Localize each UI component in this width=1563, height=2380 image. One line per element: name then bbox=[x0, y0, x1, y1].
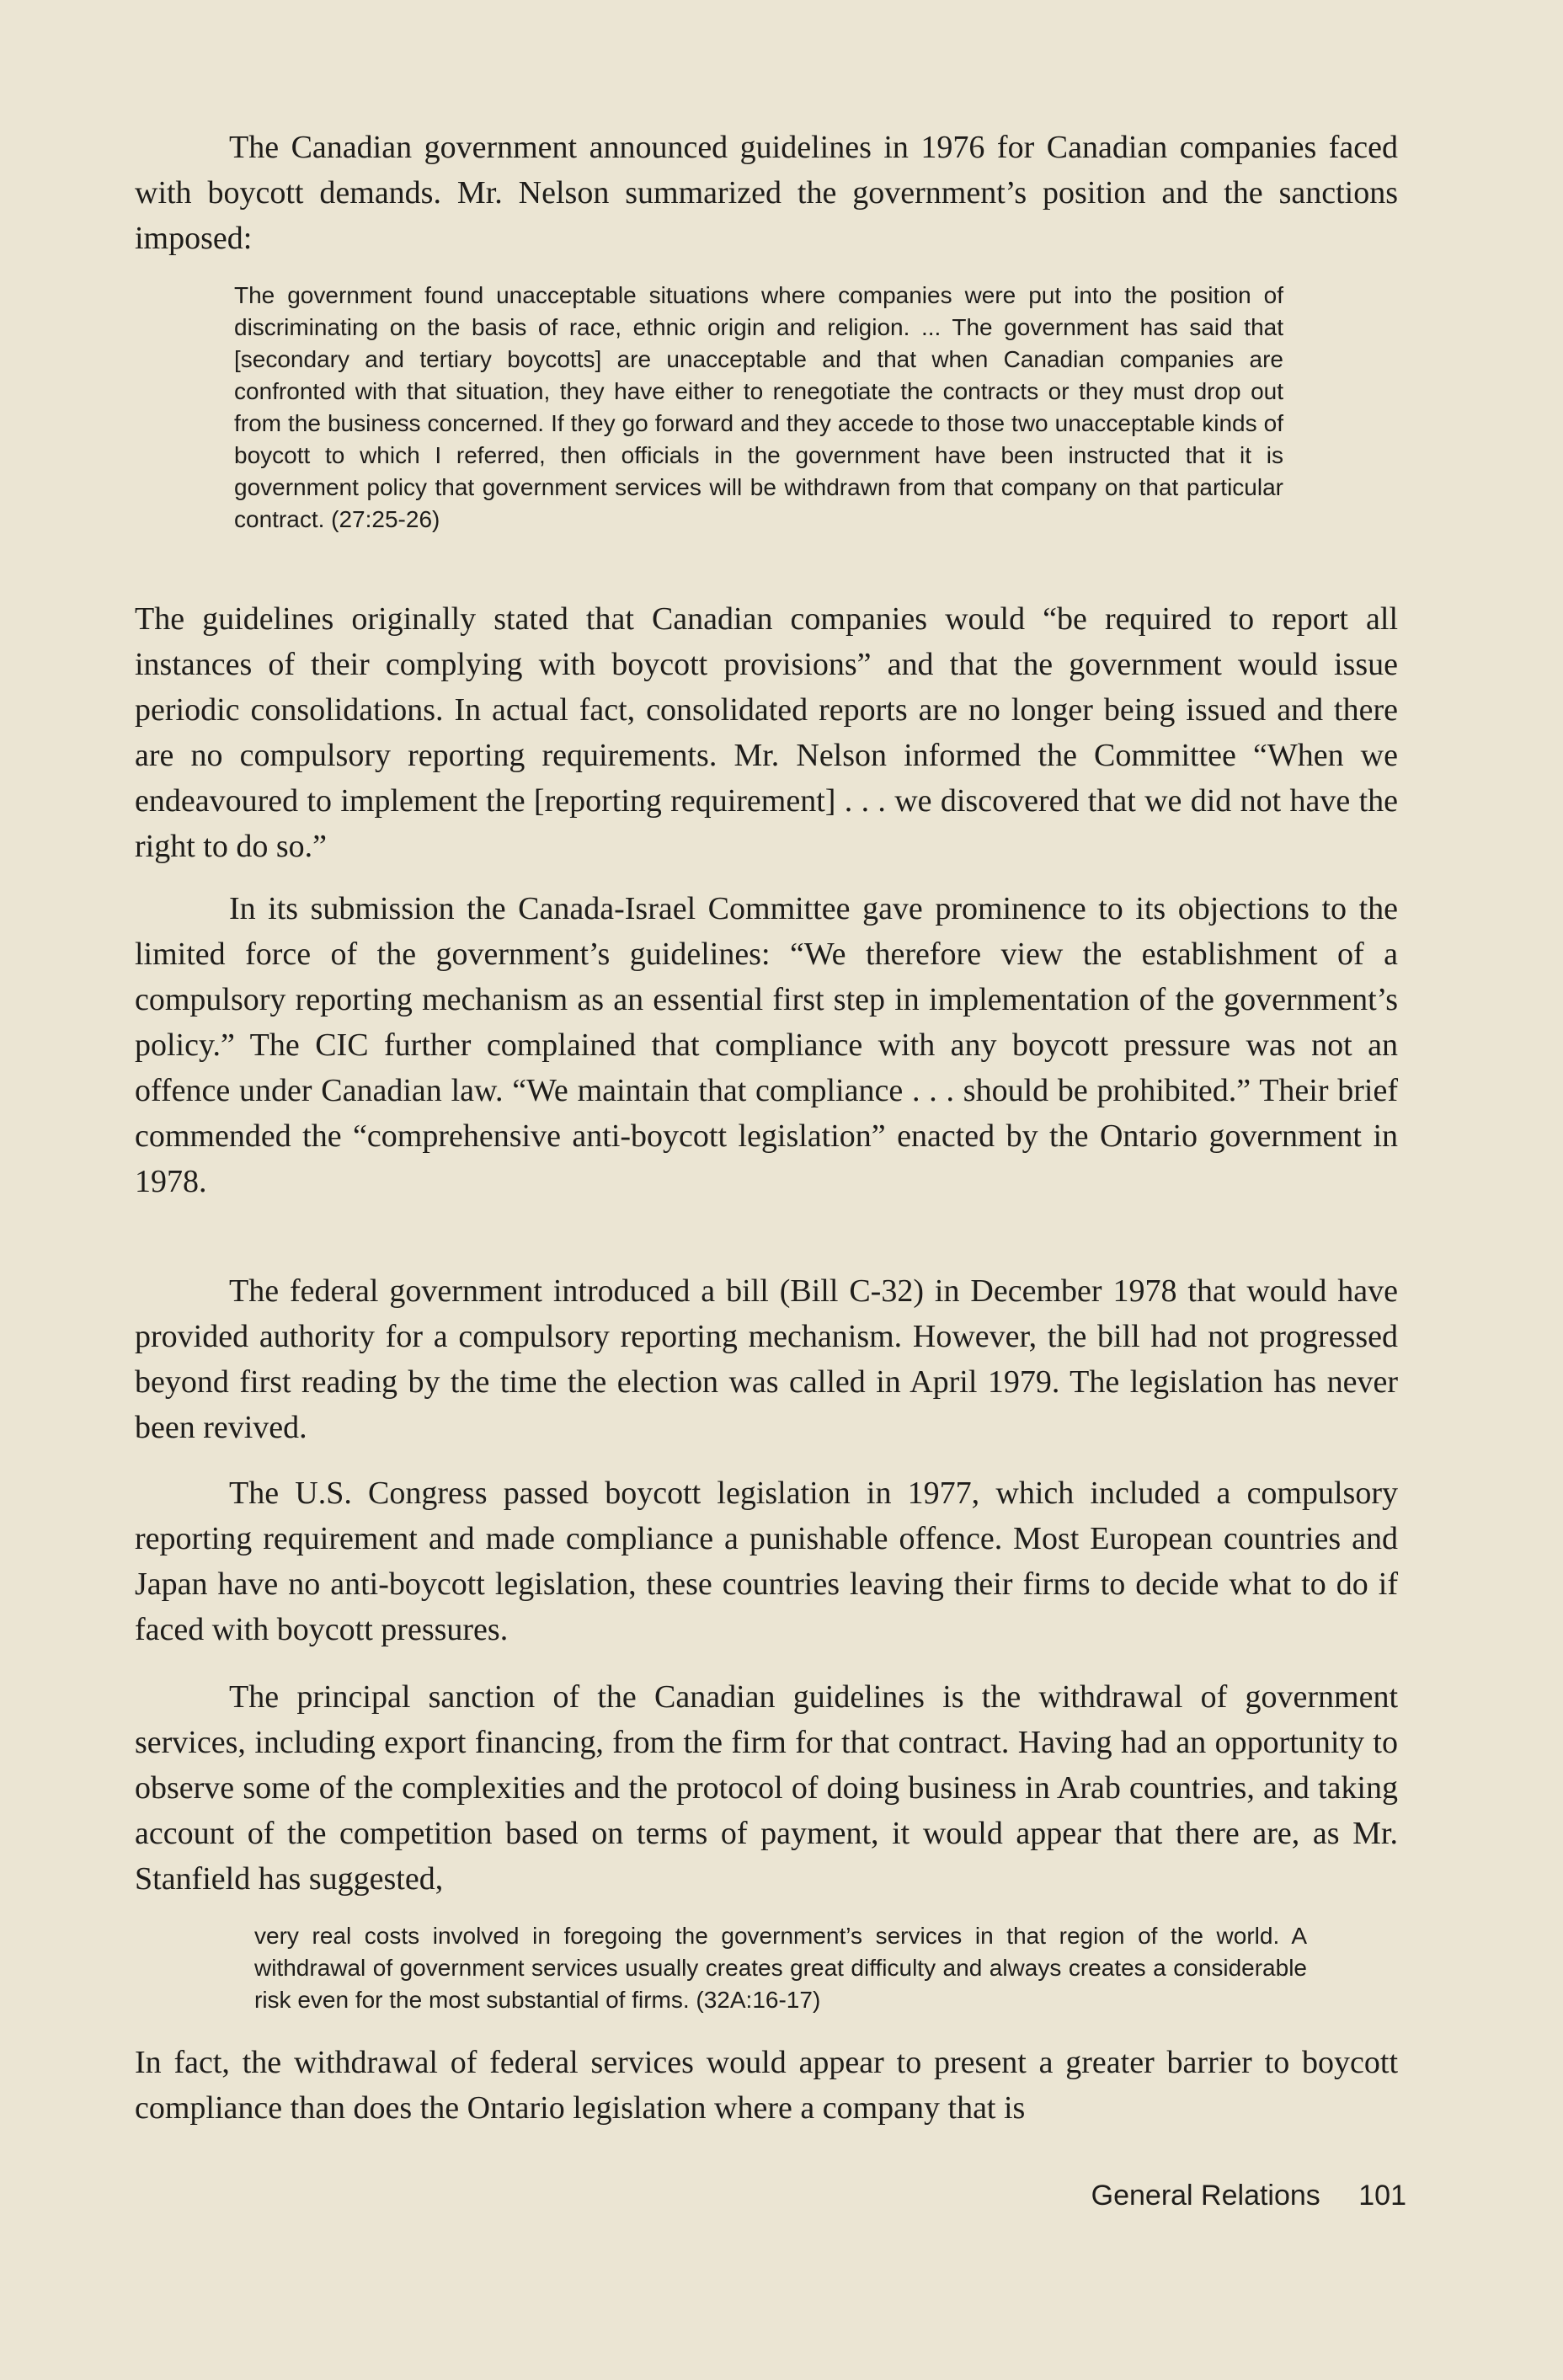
block-quote-stanfield: very real costs involved in foregoing the government’s services in that region of the world. A withdrawal of government services usually creates great difficulty and always creates a considerable risk even for the most substantial of firms. (32A:16-17) bbox=[254, 1923, 1307, 2013]
block-quote-nelson: The government found unacceptable situations where companies were put into the position of discriminating on the basis of race, ethnic origin and religion. ... The government has said that [secondary and tertiary boycotts] are unacceptable and that when Canadian companies are confronted with that situation, they have either to renegotiate the contracts or they must drop out from the business concerned. If they go forward and they accede to those two unacceptable kinds of boycott to which I referred, then officials in the government have been instructed that it is government policy that government services will be withdrawn from that company on that particular contract. (27:25-26) bbox=[234, 282, 1283, 532]
page-number: 101 bbox=[1358, 2180, 1406, 2212]
footer-section-title: General Relations bbox=[1091, 2180, 1320, 2212]
paragraph-principal-sanction: The principal sanction of the Canadian guidelines is the withdrawal of government services, including export financing, from the firm for that contract. Having had an opportunity to observe some of the complexities and the protocol of doing business in Arab countries, and taking account of the competition based on terms of payment, it would appear that there are, as Mr. Stanfield has suggested, bbox=[135, 1679, 1398, 1897]
paragraph-cic-submission: In its submission the Canada-Israel Committee gave prominence to its objections to the limited force of the government’s guidelines: “We therefore view the establishment of a compulsory reporting mechanism as an essential first step in implementation of the government’s policy.” The CIC further complained that compliance with any boycott pressure was not an offence under Canadian law. “We maintain that compliance . . . should be prohibited.” Their brief commended the “comprehensive anti-boycott legislation” enacted by the Ontario government in 1978. bbox=[135, 891, 1398, 1199]
page-footer bbox=[1091, 2180, 1406, 2212]
paragraph-guidelines: The guidelines originally stated that Canadian companies would “be required to report all instances of their complying with boycott provisions” and that the government would issue periodic consolidations. In actual fact, consolidated reports are no longer being issued and there are no compulsory reporting requirements. Mr. Nelson informed the Committee “When we endeavoured to implement the [reporting requirement] . . . we discovered that we did not have the right to do so.” bbox=[135, 601, 1398, 864]
paragraph-conclusion: In fact, the withdrawal of federal services would appear to present a greater barrier to boycott compliance than does the Ontario legislation where a company that is bbox=[135, 2045, 1398, 2126]
paragraph-bill-c32: The federal government introduced a bill (Bill C-32) in December 1978 that would have provided authority for a compulsory reporting mechanism. However, the bill had not progressed beyond first reading by the time the election was called in April 1979. The legislation has never been revived. bbox=[135, 1273, 1398, 1445]
paragraph-intro: The Canadian government announced guidelines in 1976 for Canadian companies faced with boycott demands. Mr. Nelson summarized the government’s position and the sanctions imposed: bbox=[135, 130, 1398, 256]
paragraph-us-congress: The U.S. Congress passed boycott legislation in 1977, which included a compulsory reporting requirement and made compliance a punishable offence. Most European countries and Japan have no anti-boycott legislation, these countries leaving their firms to decide what to do if faced with boycott pressures. bbox=[135, 1475, 1398, 1647]
